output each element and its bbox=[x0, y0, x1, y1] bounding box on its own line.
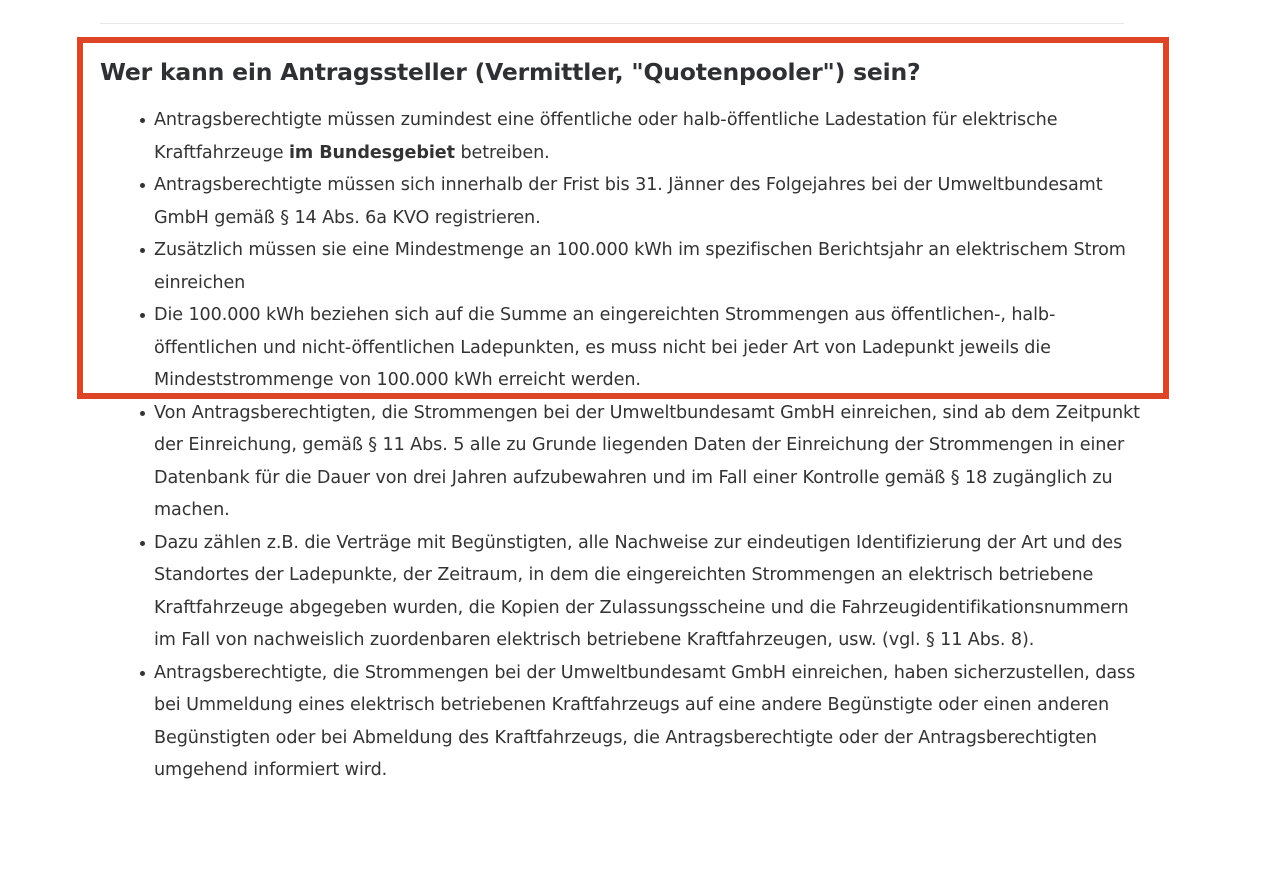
list-item-text: betreiben. bbox=[454, 142, 550, 163]
requirements-list bbox=[100, 104, 1140, 787]
list-item: Antragsberechtigte, die Strommengen bei der Umweltbundesamt GmbH einreichen, haben sicherzustellen, dass bei Ummeldung eines elektrisch betriebenen Kraftfahrzeugs auf eine andere Begünstigte oder einen anderen Begünstigten oder bei Abmeldung des Kraftfahrzeugs, die Antragsberechtigte oder der Antragsberechtigten umgehend informiert wird. bbox=[154, 657, 1140, 787]
list-item-emphasis: im Bundesgebiet bbox=[289, 142, 455, 163]
section-title: Wer kann ein Antragssteller (Vermittler, "Quotenpooler") sein? bbox=[100, 58, 921, 86]
list-item: Die 100.000 kWh beziehen sich auf die Summe an eingereichten Strommengen aus öffentlichen-, halb-öffentlichen und nicht-öffentlichen Ladepunkten, es muss nicht bei jeder Art von Ladepunkt jeweils die Mindeststrommenge von 100.000 kWh erreicht werden. bbox=[154, 299, 1140, 397]
section-divider bbox=[100, 23, 1124, 24]
list-item: Dazu zählen z.B. die Verträge mit Begünstigten, alle Nachweise zur eindeutigen Identifizierung der Art und des Standortes der Ladepunkte, der Zeitraum, in dem die eingereichten Strommengen an elektrisch betriebene Kraftfahrzeuge abgegeben wurden, die Kopien der Zulassungsscheine und die Fahrzeugidentifikationsnummern im Fall von nachweislich zuordenbaren elektrisch betriebene Kraftfahrzeugen, usw. (vgl. § 11 Abs. 8). bbox=[154, 527, 1140, 657]
list-item: Antragsberechtigte müssen sich innerhalb der Frist bis 31. Jänner des Folgejahres bei der Umweltbundesamt GmbH gemäß § 14 Abs. 6a KVO registrieren. bbox=[154, 169, 1140, 234]
list-item: Von Antragsberechtigten, die Strommengen bei der Umweltbundesamt GmbH einreichen, sind ab dem Zeitpunkt der Einreichung, gemäß § 11 Abs. 5 alle zu Grunde liegenden Daten der Einreichung der Strommengen in einer Datenbank für die Dauer von drei Jahren aufzubewahren und im Fall einer Kontrolle gemäß § 18 zugänglich zu machen. bbox=[154, 397, 1140, 527]
faq-section bbox=[100, 56, 1140, 787]
list-item-text: Antragsberechtigte müssen zumindest eine öffentliche oder halb-öffentliche Ladestation für elektrische Kraftfahrzeuge bbox=[154, 110, 1058, 163]
list-item bbox=[154, 104, 1140, 169]
list-item: Zusätzlich müssen sie eine Mindestmenge an 100.000 kWh im spezifischen Berichtsjahr an elektrischem Strom einreichen bbox=[154, 234, 1140, 299]
